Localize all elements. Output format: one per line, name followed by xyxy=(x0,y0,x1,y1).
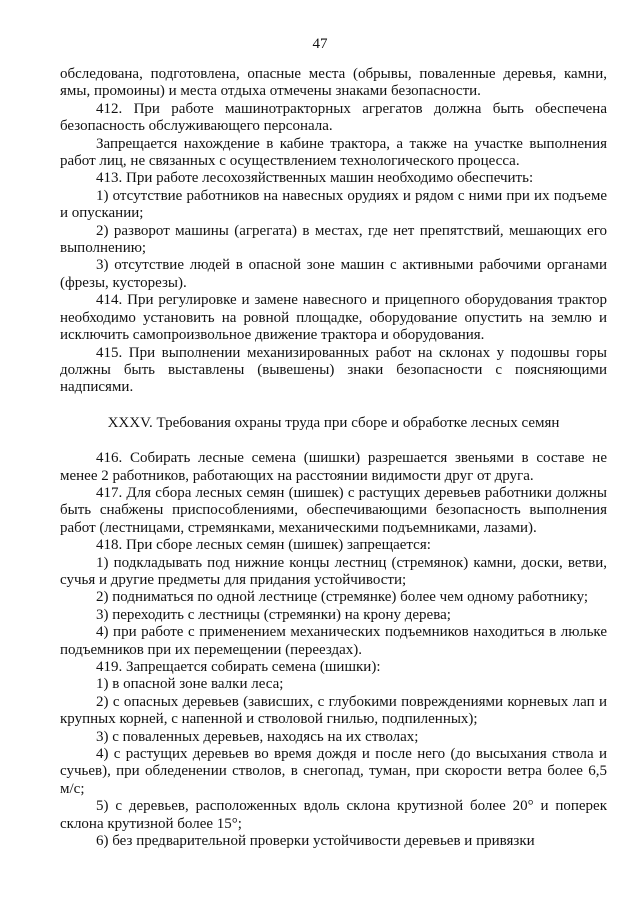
paragraph: 415. При выполнении механизированных работ на склонах у подошвы горы должны быть выставлены (вывешены) знаки безопасности с поясняющими надписями. xyxy=(60,344,607,396)
list-item: 5) с деревьев, расположенных вдоль склона крутизной более 20° и поперек склона крутизной более 15°; xyxy=(60,798,607,832)
list-item: 4) при работе с применением механических подъемников находиться в люльке подъемников при их перемещении (переездах). xyxy=(60,624,607,658)
paragraph: 413. При работе лесохозяйственных машин необходимо обеспечить: xyxy=(96,170,534,187)
list-item: 3) с поваленных деревьев, находясь на их стволах; xyxy=(96,728,419,745)
list-item: 2) с опасных деревьев (зависших, с глубокими повреждениями корневых лап и крупных корней, с напенной и стволовой гнилью, подпиленных); xyxy=(60,693,607,728)
paragraph: обследована, подготовлена, опасные места (обрывы, поваленные деревья, камни, ямы, промоины) и места отдыха отмечены знаками безопасности. xyxy=(60,66,607,100)
list-item: 2) разворот машины (агрегата) в местах, где нет препятствий, мешающих его выполнению; xyxy=(60,222,607,257)
paragraph: 416. Собирать лесные семена (шишки) разрешается звеньями в составе не менее 2 работников, работающих на расстоянии видимости друг от друга. xyxy=(60,450,607,484)
paragraph: 417. Для сбора лесных семян (шишек) с растущих деревьев работники должны быть снабжены приспособлениями, обеспечивающими безопасность выполнения работ (лестницами, стремянками, механическими подъемниками, лазами). xyxy=(60,484,607,536)
list-item: 3) переходить с лестницы (стремянки) на крону дерева; xyxy=(96,606,451,623)
section-heading: XXXV. Требования охраны труда при сборе и обработке лесных семян xyxy=(107,414,560,431)
list-item: 1) в опасной зоне валки леса; xyxy=(96,676,284,693)
list-item: 3) отсутствие людей в опасной зоне машин с активными рабочими органами (фрезы, кусторезы). xyxy=(60,257,607,291)
list-item: 4) с растущих деревьев во время дождя и после него (до высыхания ствола и сучьев), при обледенении стволов, в снегопад, туман, при скорости ветра более 6,5 м/с; xyxy=(60,746,607,797)
list-item: 1) подкладывать под нижние концы лестниц (стремянок) камни, доски, ветви, сучья и другие предметы для придания устойчивости; xyxy=(60,554,607,588)
page-number: 47 xyxy=(312,36,328,52)
paragraph: 414. При регулировке и замене навесного и прицепного оборудования трактор необходимо установить на ровной площадке, оборудование опустить на землю и исключить самопроизвольное движение трактора и оборудования. xyxy=(60,292,607,344)
page-body xyxy=(60,66,607,850)
list-item: 6) без предварительной проверки устойчивости деревьев и привязки xyxy=(96,833,535,850)
list-item: 2) подниматься по одной лестнице (стремянке) более чем одному работнику; xyxy=(96,589,589,606)
paragraph: 419. Запрещается собирать семена (шишки): xyxy=(96,659,381,675)
paragraph: 412. При работе машинотракторных агрегатов должна быть обеспечена безопасность обслуживающего персонала. xyxy=(60,100,607,135)
paragraph: 418. При сборе лесных семян (шишек) запрещается: xyxy=(96,537,431,554)
paragraph: Запрещается нахождение в кабине трактора, а также на участке выполнения работ лиц, не связанных с осуществлением технологического процесса. xyxy=(60,135,607,170)
list-item: 1) отсутствие работников на навесных орудиях и рядом с ними при их подъеме и опускании; xyxy=(60,187,607,222)
